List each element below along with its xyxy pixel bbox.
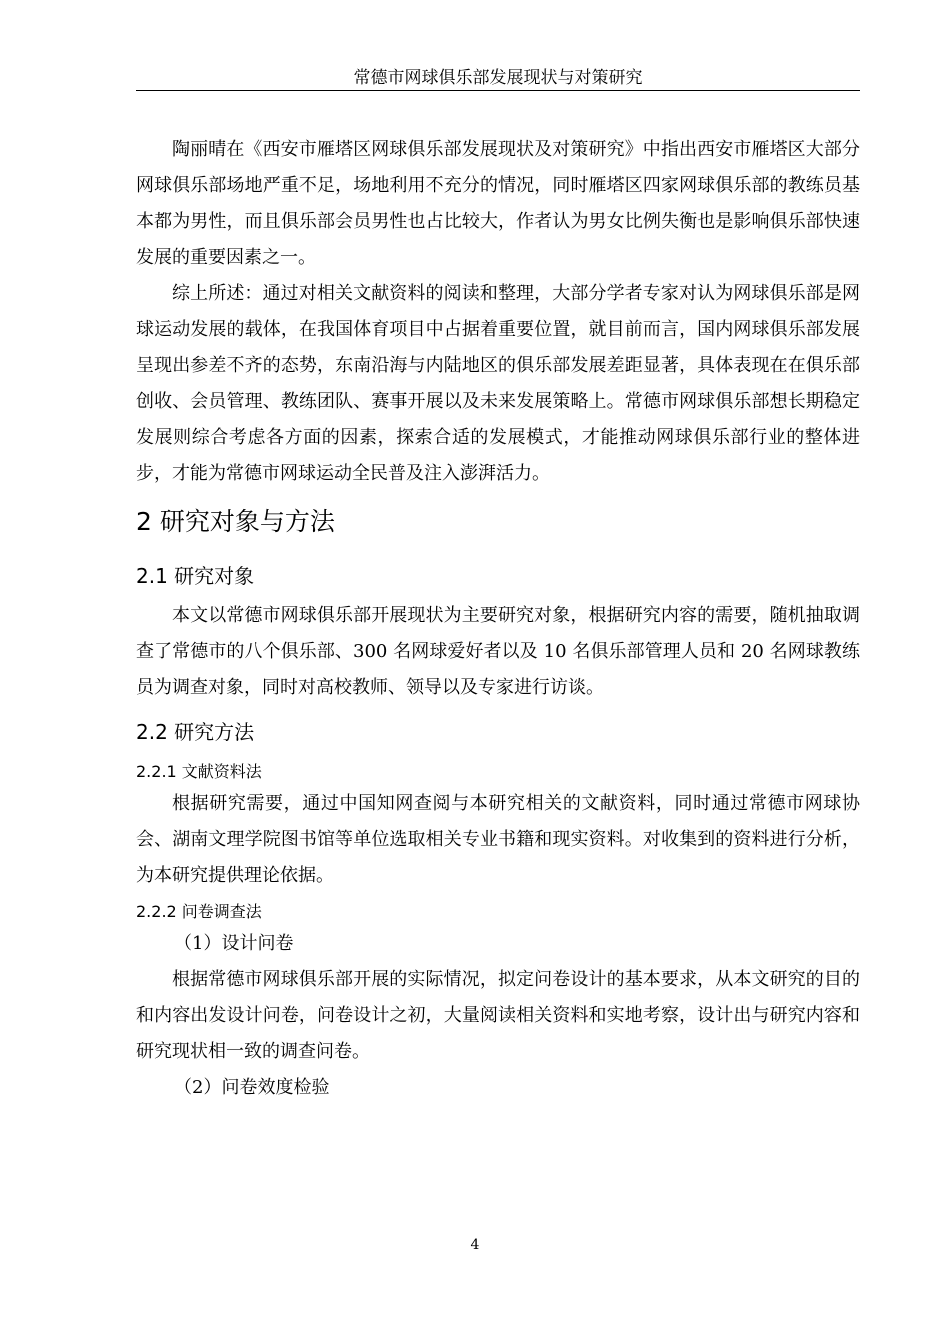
- subsubsection-heading-2-2-1: 2.2.1 文献资料法: [136, 762, 262, 781]
- list-item-design-questionnaire: （1）设计问卷: [174, 933, 294, 954]
- subsection-heading-2-1: 2.1 研究对象: [136, 564, 255, 588]
- running-header: 常德市网球俱乐部发展现状与对策研究: [353, 68, 643, 88]
- subsection-heading-2-2: 2.2 研究方法: [136, 720, 255, 744]
- paragraph-research-object: 本文以常德市网球俱乐部开展现状为主要研究对象，根据研究内容的需要，随机抽取调查了常德市的八个俱乐部、300 名网球爱好者以及 10 名俱乐部管理人员和 20 名网球教练员为调查对象，同时对高校教师、领导以及专家进行访谈。: [136, 605, 860, 698]
- page-number: 4: [470, 1237, 480, 1253]
- paragraph-questionnaire-design: 根据常德市网球俱乐部开展的实际情况，拟定问卷设计的基本要求，从本文研究的目的和内容出发设计问卷，问卷设计之初，大量阅读相关资料和实地考察，设计出与研究内容和研究现状相一致的调查问卷。: [136, 969, 860, 1062]
- paragraph-tao-liqing: 陶丽晴在《西安市雁塔区网球俱乐部发展现状及对策研究》中指出西安市雁塔区大部分网球俱乐部场地严重不足，场地利用不充分的情况，同时雁塔区四家网球俱乐部的教练员基本都为男性，而且俱乐部会员男性也占比较大，作者认为男女比例失衡也是影响俱乐部快速发展的重要因素之一。: [136, 139, 860, 268]
- page-body: [136, 132, 860, 1106]
- section-heading-2: 2 研究对象与方法: [136, 507, 335, 536]
- header-rule: [136, 90, 860, 91]
- paragraph-literature-method: 根据研究需要，通过中国知网查阅与本研究相关的文献资料，同时通过常德市网球协会、湖南文理学院图书馆等单位选取相关专业书籍和现实资料。对收集到的资料进行分析，为本研究提供理论依据。: [136, 793, 860, 886]
- subsubsection-heading-2-2-2: 2.2.2 问卷调查法: [136, 902, 262, 921]
- paragraph-summary: 综上所述：通过对相关文献资料的阅读和整理，大部分学者专家对认为网球俱乐部是网球运动发展的载体，在我国体育项目中占据着重要位置，就目前而言，国内网球俱乐部发展呈现出参差不齐的态势，东南沿海与内陆地区的俱乐部发展差距显著，具体表现在在俱乐部创收、会员管理、教练团队、赛事开展以及未来发展策略上。常德市网球俱乐部想长期稳定发展则综合考虑各方面的因素，探索合适的发展模式，才能推动网球俱乐部行业的整体进步，才能为常德市网球运动全民普及注入澎湃活力。: [136, 283, 860, 484]
- list-item-validity-test: （2）问卷效度检验: [174, 1077, 330, 1098]
